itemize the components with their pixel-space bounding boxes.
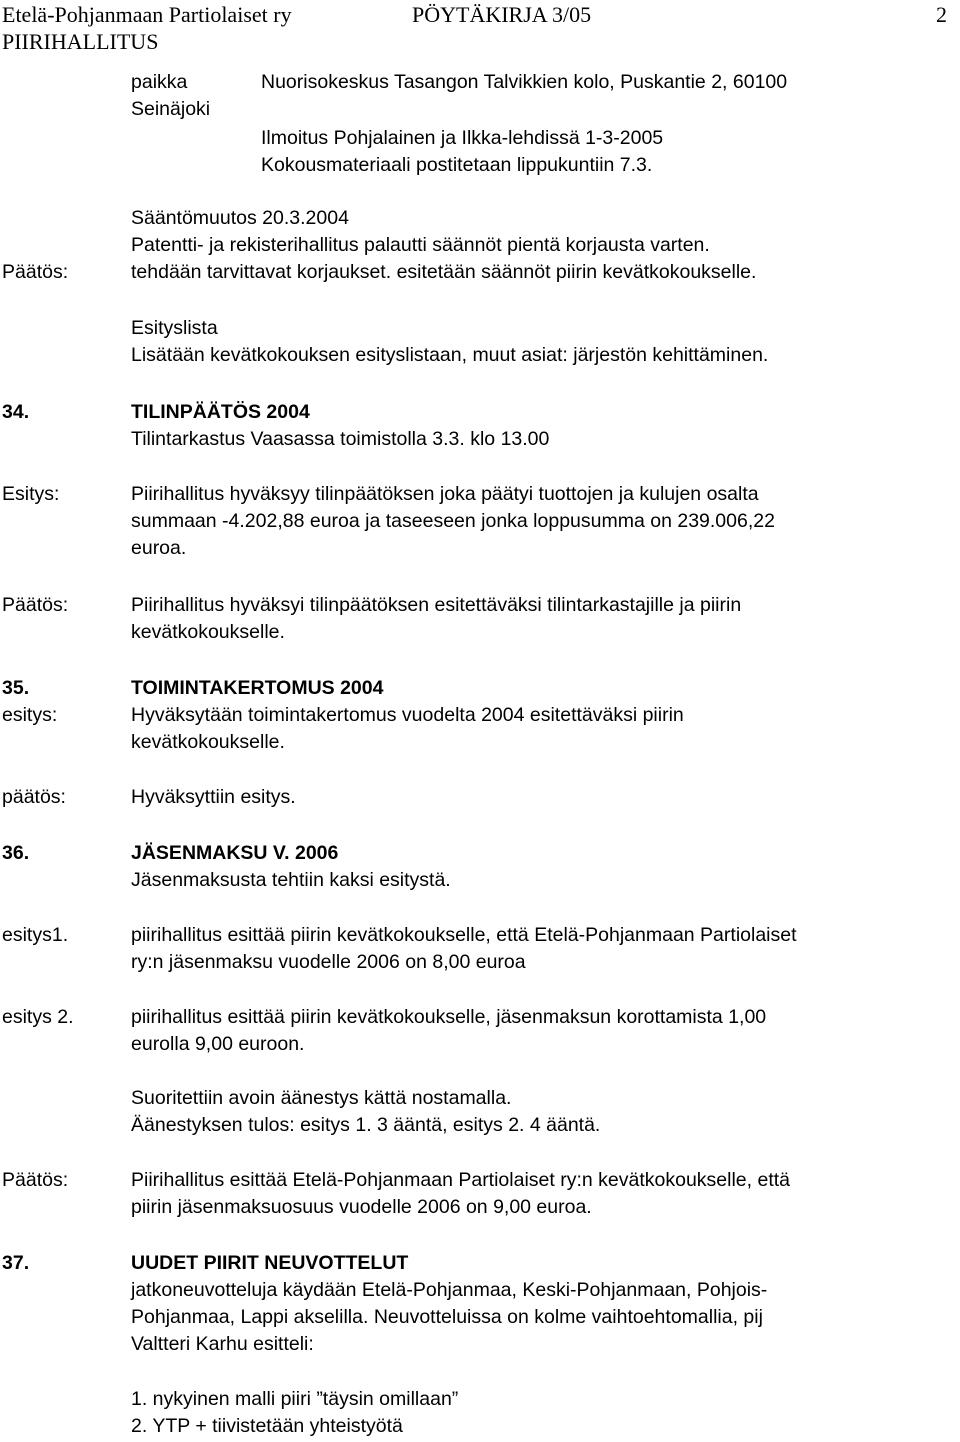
section-37-line1: jatkoneuvotteluja käydään Etelä-Pohjanmaa, Keski-Pohjanmaan, Pohjois- xyxy=(131,1279,768,1301)
section-36-proposal2-line2: eurolla 9,00 euroon. xyxy=(131,1033,305,1055)
section-34-title: TILINPÄÄTÖS 2004 xyxy=(131,401,310,423)
section-37-list xyxy=(131,1386,458,1440)
section-37-item1: 1. nykyinen malli piiri ”täysin omillaan” xyxy=(131,1388,459,1410)
section-34-decision-label: Päätös: xyxy=(2,594,69,616)
section-35-proposal-line1: Hyväksytään toimintakertomus vuodelta 2004 esitettäväksi piirin xyxy=(131,704,684,726)
section-34-subtitle: Tilintarkastus Vaasassa toimistolla 3.3. klo 13.00 xyxy=(131,428,550,450)
place-line1: Nuorisokeskus Tasangon Talvikkien kolo, Puskantie 2, 60100 xyxy=(261,71,788,93)
agenda-block xyxy=(131,315,768,369)
section-37-line2: Pohjanmaa, Lappi akselilla. Neuvotteluissa on kolme vaihtoehtomallia, pij xyxy=(131,1306,763,1328)
rules-block xyxy=(131,205,756,286)
section-36-head xyxy=(131,840,451,894)
section-34-proposal-label: Esitys: xyxy=(2,483,60,505)
section-36-vote-line1: Suoritettiin avoin äänestys kättä nostamalla. xyxy=(131,1087,512,1109)
section-36-decision-line2: piirin jäsenmaksuosuus vuodelle 2006 on 9,00 euroa. xyxy=(131,1196,592,1218)
agenda-line2: Lisätään kevätkokouksen esityslistaan, muut asiat: järjestön kehittäminen. xyxy=(131,344,769,366)
section-34-number: 34. xyxy=(2,401,30,423)
section-36-number: 36. xyxy=(2,842,30,864)
section-35-number: 35. xyxy=(2,677,30,699)
section-34-decision-line1: Piirihallitus hyväksyi tilinpäätöksen esitettäväksi tilintarkastajille ja piirin xyxy=(131,594,742,616)
section-37-item2: 2. YTP + tiivistetään yhteistyötä xyxy=(131,1415,403,1437)
rules-line3: tehdään tarvittavat korjaukset. esitetään säännöt piirin kevätkokoukselle. xyxy=(131,261,757,283)
section-36-decision-line1: Piirihallitus esittää Etelä-Pohjanmaan Partiolaiset ry:n kevätkokoukselle, että xyxy=(131,1169,791,1191)
section-37-number: 37. xyxy=(2,1252,30,1274)
section-36-decision-label: Päätös: xyxy=(2,1169,69,1191)
section-35-proposal-line2: kevätkokoukselle. xyxy=(131,731,285,753)
section-36-proposal2 xyxy=(131,1004,766,1058)
section-35-proposal xyxy=(131,702,684,756)
section-35-proposal-label: esitys: xyxy=(2,704,58,726)
section-36-subtitle: Jäsenmaksusta tehtiin kaksi esitystä. xyxy=(131,869,451,891)
section-36-proposal1-label: esitys1. xyxy=(2,924,69,946)
notice-line1: Ilmoitus Pohjalainen ja Ilkka-lehdissä 1-3-2005 xyxy=(261,127,664,149)
section-36-proposal2-line1: piirihallitus esittää piirin kevätkokoukselle, jäsenmaksun korottamista 1,00 xyxy=(131,1006,767,1028)
header-page-number: 2 xyxy=(936,2,947,27)
section-36-vote xyxy=(131,1085,600,1139)
section-36-title: JÄSENMAKSU V. 2006 xyxy=(131,842,339,864)
header-board: PIIRIHALLITUS xyxy=(2,29,159,54)
section-36-proposal1-line2: ry:n jäsenmaksu vuodelle 2006 on 8,00 euroa xyxy=(131,951,526,973)
place-line2: Seinäjoki xyxy=(131,98,211,120)
section-34-proposal xyxy=(131,481,775,562)
section-36-decision xyxy=(131,1167,790,1221)
section-37-body xyxy=(131,1250,767,1358)
place-label: paikka xyxy=(131,71,188,93)
header-doc: PÖYTÄKIRJA 3/05 xyxy=(412,2,592,27)
section-34-proposal-line1: Piirihallitus hyväksyy tilinpäätöksen joka päätyi tuottojen ja kulujen osalta xyxy=(131,483,759,505)
notice-line2: Kokousmateriaali postitetaan lippukuntiin 7.3. xyxy=(261,154,653,176)
agenda-line1: Esityslista xyxy=(131,317,218,339)
section-36-proposal2-label: esitys 2. xyxy=(2,1006,74,1028)
section-34-proposal-line2: summaan -4.202,88 euroa ja taseeseen jonka loppusumma on 239.006,22 xyxy=(131,510,775,532)
section-34-decision-line2: kevätkokoukselle. xyxy=(131,621,285,643)
rules-decision-label: Päätös: xyxy=(2,261,69,283)
section-37-title: UUDET PIIRIT NEUVOTTELUT xyxy=(131,1252,409,1274)
rules-line2: Patentti- ja rekisterihallitus palautti säännöt pientä korjausta varten. xyxy=(131,234,710,256)
section-37-line3: Valtteri Karhu esitteli: xyxy=(131,1333,314,1355)
section-35-decision-label: päätös: xyxy=(2,786,66,808)
section-36-proposal1 xyxy=(131,922,797,976)
section-34-proposal-line3: euroa. xyxy=(131,537,187,559)
section-34-head xyxy=(131,399,549,453)
section-36-vote-line2: Äänestyksen tulos: esitys 1. 3 ääntä, esitys 2. 4 ääntä. xyxy=(131,1114,601,1136)
section-34-decision xyxy=(131,592,741,646)
section-36-proposal1-line1: piirihallitus esittää piirin kevätkokoukselle, että Etelä-Pohjanmaan Partiolaiset xyxy=(131,924,797,946)
rules-line1: Sääntömuutos 20.3.2004 xyxy=(131,207,349,229)
header-org: Etelä-Pohjanmaan Partiolaiset ry xyxy=(2,2,292,27)
section-35-title: TOIMINTAKERTOMUS 2004 xyxy=(131,677,384,699)
section-35-decision-line1: Hyväksyttiin esitys. xyxy=(131,786,296,808)
